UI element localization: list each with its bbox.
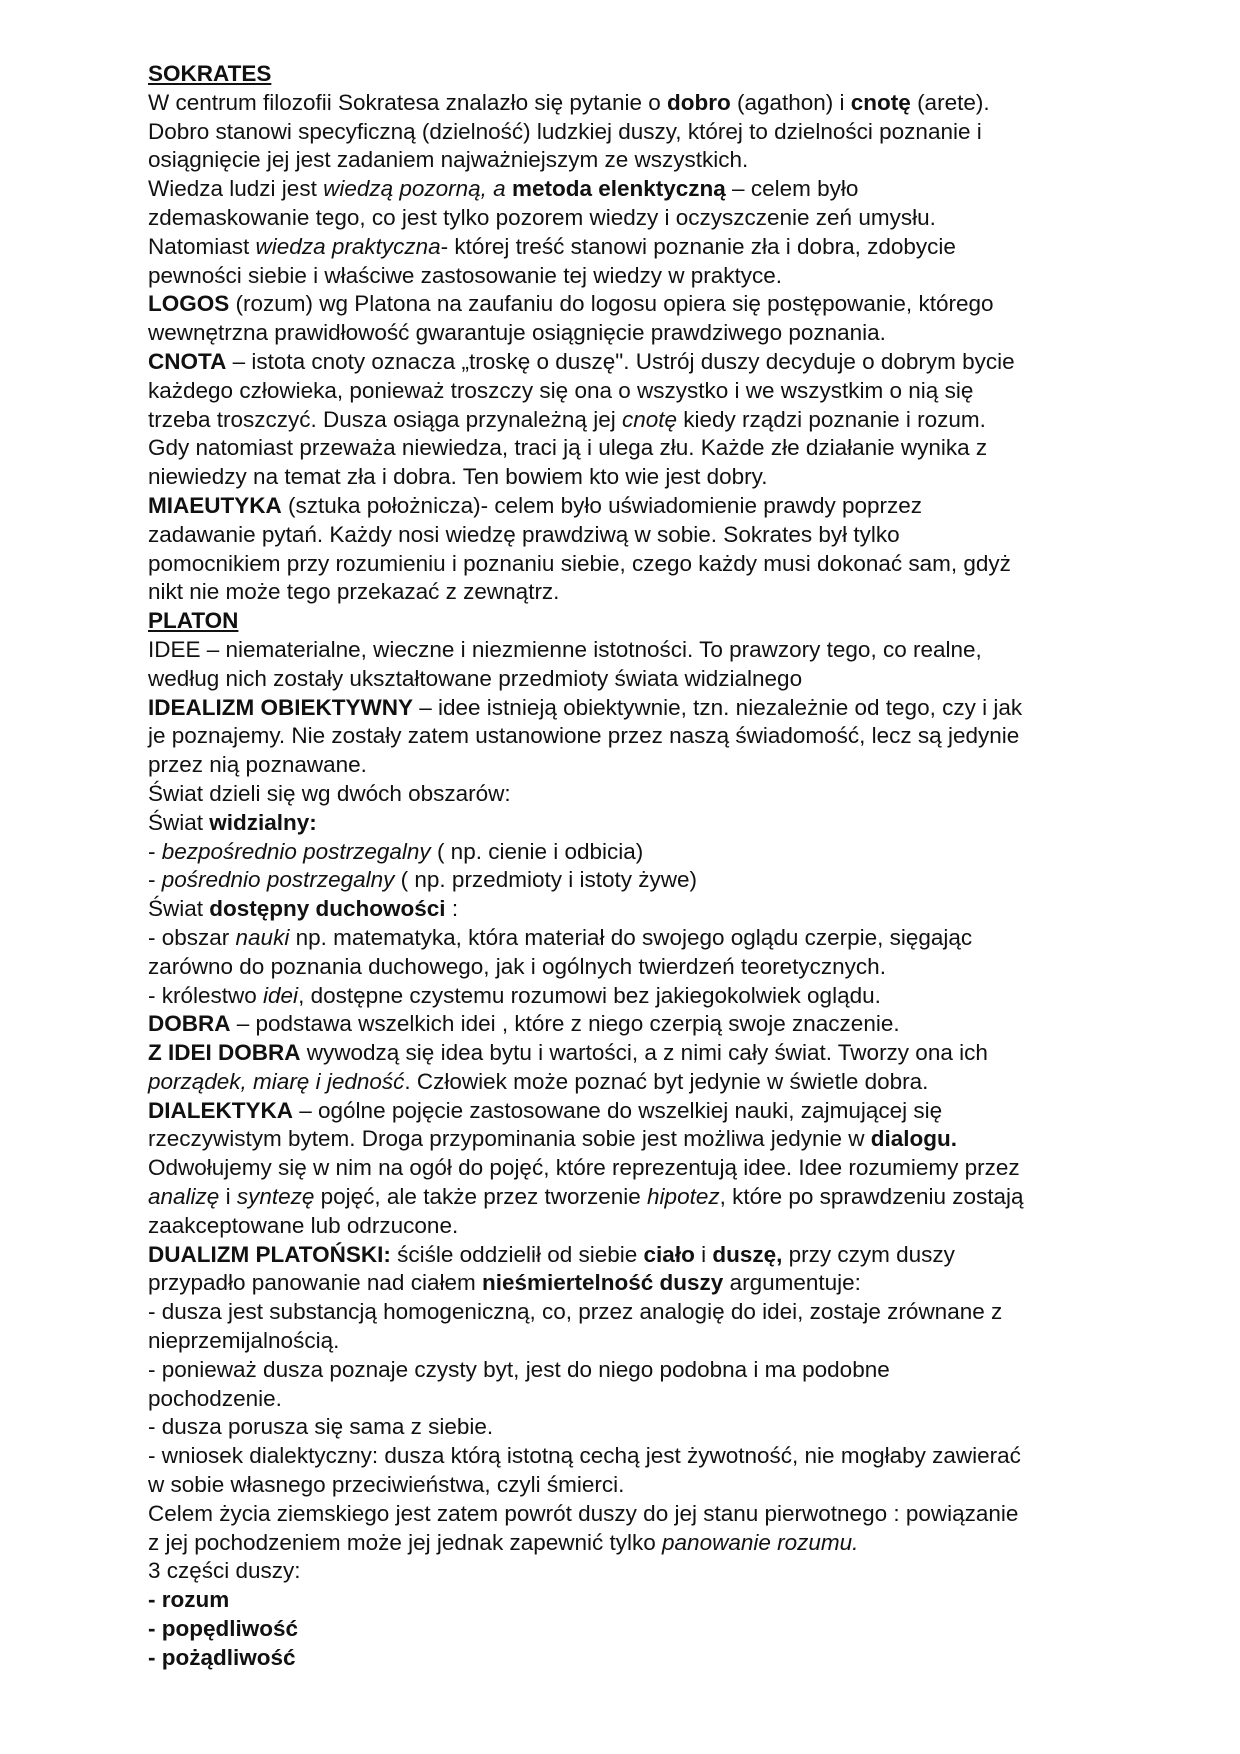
text-line — [148, 1557, 1128, 1586]
italic-text: analizę — [148, 1184, 220, 1210]
text-segment: - — [148, 838, 162, 864]
text-line — [148, 1413, 1128, 1442]
text-line — [148, 550, 1128, 579]
text-segment: np. matematyka, która materiał do swojego oglądu czerpie, sięgając — [289, 924, 973, 950]
bold-text: - popędliwość — [148, 1616, 299, 1642]
text-line — [148, 1385, 1128, 1414]
italic-text: nauki — [235, 924, 290, 950]
bold-text: metoda elenktyczną — [511, 176, 726, 202]
text-segment: Celem życia ziemskiego jest zatem powrót duszy do jej stanu pierwotnego : powiązanie — [148, 1500, 1019, 1526]
bold-text: nieśmiertelność duszy — [481, 1270, 724, 1296]
text-segment: IDEE – niematerialne, wieczne i niezmienne istotności. To prawzory tego, co realne, — [148, 636, 982, 662]
bold-text: cnotę — [850, 89, 911, 115]
text-segment: – podstawa wszelkich idei , które z niego czerpią swoje znaczenie. — [230, 1011, 900, 1037]
bold-text: - pożądliwość — [148, 1644, 296, 1670]
section-heading: SOKRATES — [148, 61, 272, 86]
text-line — [148, 1241, 1128, 1270]
text-segment: pomocnikiem przy rozumieniu i poznaniu siebie, czego każdy musi dokonać sam, gdyż — [148, 550, 1011, 576]
text-segment: z jej pochodzeniem może jej jednak zapewnić tylko — [148, 1529, 663, 1555]
text-segment: - wniosek dialektyczny: dusza którą istotną cechą jest żywotność, nie mogłaby zawierać — [148, 1443, 1021, 1469]
text-line — [148, 175, 1128, 204]
bold-text: dobro — [666, 89, 731, 115]
text-segment: (agathon) i — [730, 89, 851, 115]
text-segment: wewnętrzna prawidłowość gwarantuje osiągnięcie prawdziwego poznania. — [148, 320, 886, 346]
bold-text: dialogu. — [870, 1126, 958, 1152]
text-segment: . Człowiek może poznać byt jedynie w świetle dobra. — [404, 1068, 929, 1094]
text-segment: , dostępne czystemu rozumowi bez jakiegokolwiek oglądu. — [298, 982, 881, 1008]
text-line — [148, 1529, 1128, 1558]
text-line — [148, 1125, 1128, 1154]
text-line — [148, 866, 1128, 895]
italic-text: pośrednio postrzegalny — [161, 867, 395, 893]
bold-text: LOGOS — [148, 291, 230, 317]
text-line — [148, 1269, 1128, 1298]
text-segment: i — [219, 1184, 237, 1210]
text-line — [148, 262, 1128, 291]
italic-text: idei — [263, 982, 299, 1008]
text-line — [148, 1068, 1128, 1097]
text-line — [148, 463, 1128, 492]
text-segment: - królestwo — [148, 982, 264, 1008]
text-segment: Świat dzieli się wg dwóch obszarów: — [148, 780, 511, 806]
text-line — [148, 1644, 1128, 1673]
text-line — [148, 694, 1128, 723]
text-line — [148, 1039, 1128, 1068]
text-line — [148, 636, 1128, 665]
text-segment: W centrum filozofii Sokratesa znalazło się pytanie o — [148, 89, 667, 115]
text-segment: osiągnięcie jej jest zadaniem najważniejszym ze wszystkich. — [148, 147, 749, 173]
italic-text: hipotez — [647, 1184, 720, 1210]
text-line — [148, 578, 1128, 607]
italic-text: porządek, miarę i jedność — [148, 1068, 405, 1094]
text-segment: pewności siebie i właściwe zastosowanie tej wiedzy w praktyce. — [148, 262, 783, 288]
text-segment: według nich zostały ukształtowane przedmioty świata widzialnego — [148, 665, 803, 691]
italic-text: syntezę — [236, 1184, 315, 1210]
text-line — [148, 1097, 1128, 1126]
text-segment: Dobro stanowi specyficzną (dzielność) ludzkiej duszy, której to dzielności poznanie i — [148, 118, 982, 144]
text-segment: wywodzą się idea bytu i wartości, a z nimi cały świat. Tworzy ona ich — [300, 1040, 988, 1066]
text-line — [148, 982, 1128, 1011]
text-line — [148, 1586, 1128, 1615]
text-segment: : — [445, 896, 459, 922]
text-line — [148, 290, 1128, 319]
text-line — [148, 89, 1128, 118]
text-segment: nieprzemijalnością. — [148, 1328, 340, 1354]
text-line — [148, 233, 1128, 262]
text-segment: - dusza porusza się sama z siebie. — [148, 1414, 494, 1440]
text-line — [148, 607, 1128, 636]
text-segment: Gdy natomiast przeważa niewiedza, traci ją i ulega złu. Każde złe działanie wynika z — [148, 435, 988, 461]
text-line — [148, 1442, 1128, 1471]
text-segment: (rozum) wg Platona na zaufaniu do logosu opiera się postępowanie, którego — [229, 291, 994, 317]
text-segment: je poznajemy. Nie zostały zatem ustanowione przez naszą świadomość, lecz są jedynie — [148, 723, 1020, 749]
section-heading: PLATON — [148, 608, 239, 634]
bold-text: MIAEUTYKA — [148, 492, 282, 518]
text-segment: zarówno do poznania duchowego, jak i ogólnych twierdzeń teoretycznych. — [148, 953, 886, 979]
text-segment: pochodzenie. — [148, 1385, 282, 1411]
text-segment: w sobie własnego przeciwieństwa, czyli śmierci. — [148, 1472, 625, 1498]
bold-text: duszę, — [712, 1241, 783, 1267]
text-segment: zaakceptowane lub odrzucone. — [148, 1212, 459, 1238]
text-segment: - obszar — [148, 924, 236, 950]
italic-text: panowanie rozumu. — [662, 1529, 859, 1555]
text-line — [148, 924, 1128, 953]
bold-text: - rozum — [148, 1587, 230, 1613]
text-segment: przypadło panowanie nad ciałem — [148, 1270, 482, 1296]
text-line — [148, 895, 1128, 924]
bold-text: IDEALIZM OBIEKTYWNY — [148, 694, 413, 720]
text-line — [148, 751, 1128, 780]
text-segment: – celem było — [725, 176, 859, 202]
text-line — [148, 434, 1128, 463]
text-line — [148, 1327, 1128, 1356]
text-line — [148, 146, 1128, 175]
text-line — [148, 60, 1128, 89]
text-line — [148, 1298, 1128, 1327]
text-segment: nikt nie może tego przekazać z zewnątrz. — [148, 579, 560, 605]
document-body — [148, 60, 1128, 1673]
text-line — [148, 809, 1128, 838]
text-segment: rzeczywistym bytem. Droga przypominania sobie jest możliwa jedynie w — [148, 1126, 871, 1152]
text-line — [148, 204, 1128, 233]
text-line — [148, 953, 1128, 982]
text-line — [148, 1500, 1128, 1529]
italic-text: wiedza praktyczna — [255, 233, 441, 259]
text-segment: (arete). — [910, 89, 990, 115]
text-segment: – istota cnoty oznacza „troskę o duszę". Ustrój duszy decyduje o dobrym bycie — [226, 348, 1015, 374]
italic-text: cnotę — [621, 406, 678, 432]
text-segment: ( np. cienie i odbicia) — [430, 838, 644, 864]
text-segment: - której treść stanowi poznanie zła i dobra, zdobycie — [440, 233, 956, 259]
text-line — [148, 377, 1128, 406]
bold-text: DIALEKTYKA — [148, 1097, 293, 1123]
text-segment: pojęć, ale także przez tworzenie — [314, 1184, 648, 1210]
text-segment: niewiedzy na temat zła i dobra. Ten bowiem kto wie jest dobry. — [148, 464, 768, 490]
text-line — [148, 838, 1128, 867]
text-segment: Natomiast — [148, 233, 256, 259]
text-segment: Wiedza ludzi jest — [148, 176, 324, 202]
bold-text: DUALIZM PLATOŃSKI: — [148, 1241, 391, 1267]
text-line — [148, 521, 1128, 550]
text-line — [148, 1471, 1128, 1500]
text-segment: - ponieważ dusza poznaje czysty byt, jest do niego podobna i ma podobne — [148, 1356, 890, 1382]
text-segment: - dusza jest substancją homogeniczną, co, przez analogię do idei, zostaje zrównane z — [148, 1299, 1003, 1325]
text-line — [148, 1183, 1128, 1212]
text-segment: argumentuje: — [723, 1270, 861, 1296]
text-line — [148, 1615, 1128, 1644]
text-segment: zadawanie pytań. Każdy nosi wiedzę prawdziwą w sobie. Sokrates był tylko — [148, 521, 900, 547]
bold-text: ciało — [643, 1241, 695, 1267]
text-segment: trzeba troszczyć. Dusza osiąga przynależną jej — [148, 406, 622, 432]
text-segment: Świat — [148, 809, 210, 835]
text-segment: 3 części duszy: — [148, 1558, 301, 1584]
text-segment: – idee istnieją obiektywnie, tzn. niezależnie od tego, czy i jak — [413, 694, 1023, 720]
text-line — [148, 1212, 1128, 1241]
text-line — [148, 406, 1128, 435]
text-segment: zdemaskowanie tego, co jest tylko pozorem wiedzy i oczyszczenie zeń umysłu. — [148, 204, 936, 230]
text-line — [148, 1154, 1128, 1183]
text-segment: przez nią poznawane. — [148, 752, 367, 778]
text-line — [148, 665, 1128, 694]
bold-text: widzialny: — [209, 809, 317, 835]
text-segment: i — [694, 1241, 713, 1267]
text-segment: ( np. przedmioty i istoty żywe) — [394, 867, 697, 893]
italic-text: wiedzą pozorną, a — [323, 176, 506, 202]
text-segment: przy czym duszy — [782, 1241, 955, 1267]
bold-text: dostępny duchowości — [209, 896, 446, 922]
text-line — [148, 1356, 1128, 1385]
text-segment: kiedy rządzi poznanie i rozum. — [677, 406, 986, 432]
bold-text: DOBRA — [148, 1011, 231, 1037]
text-segment: (sztuka położnicza)- celem było uświadomienie prawdy poprzez — [281, 492, 923, 518]
text-line — [148, 118, 1128, 147]
text-line — [148, 722, 1128, 751]
text-line — [148, 319, 1128, 348]
italic-text: bezpośrednio postrzegalny — [161, 838, 431, 864]
text-line — [148, 1010, 1128, 1039]
bold-text: Z IDEI DOBRA — [148, 1040, 301, 1066]
text-segment: , które po sprawdzeniu zostają — [719, 1184, 1024, 1210]
text-line — [148, 348, 1128, 377]
text-line — [148, 492, 1128, 521]
bold-text: CNOTA — [148, 348, 227, 374]
text-line — [148, 780, 1128, 809]
text-segment: - — [148, 867, 162, 893]
text-segment: ściśle oddzielił od siebie — [390, 1241, 644, 1267]
text-segment: Świat — [148, 896, 210, 922]
text-segment: Odwołujemy się w nim na ogół do pojęć, które reprezentują idee. Idee rozumiemy przez — [148, 1155, 1020, 1181]
text-segment: każdego człowieka, ponieważ troszczy się ona o wszystko i we wszystkim o nią się — [148, 377, 974, 403]
text-segment: – ogólne pojęcie zastosowane do wszelkiej nauki, zajmującej się — [293, 1097, 943, 1123]
